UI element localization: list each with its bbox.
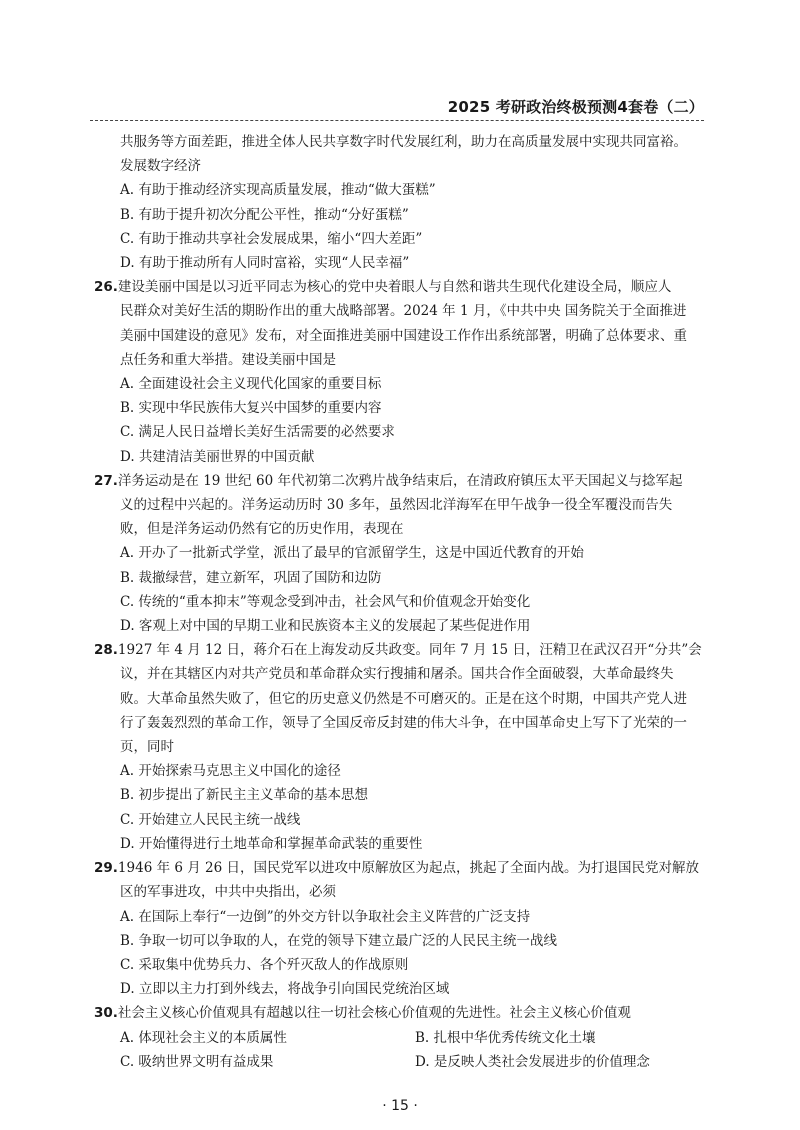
question-stem-first-line — [94, 638, 710, 662]
header-divider — [90, 120, 704, 121]
option-c: C. 吸纳世界文明有益成果 — [120, 1053, 274, 1070]
stem-line: 区的军事进攻，中共中央指出，必须 — [120, 884, 336, 901]
stem-line: 行了轰轰烈烈的革命工作，领导了全国反帝反封建的伟大斗争，在中国革命史上写下了光荣的一 — [120, 714, 687, 731]
option-a: A. 在国际上奉行“一边倒”的外交方针以争取社会主义阵营的广泛支持 — [120, 908, 531, 925]
question-number: 26. — [94, 279, 118, 296]
option-c: C. 传统的“重本抑末”等观念受到冲击，社会风气和价值观念开始变化 — [120, 593, 531, 610]
question-stem-first-line — [94, 856, 710, 880]
question-stem-first-line — [94, 1001, 710, 1025]
stem-line: 页，同时 — [120, 739, 174, 756]
question-number: 27. — [94, 472, 118, 489]
option-a: A. 有助于推动经济实现高质量发展，推动“做大蛋糕” — [120, 182, 436, 199]
option-d: D. 共建清洁美丽世界的中国贡献 — [120, 448, 315, 465]
question-29 — [94, 856, 710, 1001]
option-b: B. 裁撤绿营，建立新军，巩固了国防和边防 — [120, 569, 382, 586]
question-25-continued — [94, 130, 710, 275]
stem-line: 败。大革命虽然失败了，但它的历史意义仍然是不可磨灭的。正是在这个时期，中国共产党人进 — [120, 690, 687, 707]
question-26 — [94, 275, 710, 469]
option-c: C. 开始建立人民民主统一战线 — [120, 811, 301, 828]
stem-line: 共服务等方面差距，推进全体人民共享数字时代发展红利，助力在高质量发展中实现共同富裕。 — [120, 134, 687, 150]
stem-text: 1946 年 6 月 26 日，国民党军以进攻中原解放区为起点，挑起了全面内战。为打退国民党对解放 — [117, 860, 700, 877]
option-c: C. 满足人民日益增长美好生活需要的必然要求 — [120, 424, 395, 441]
question-27 — [94, 469, 710, 638]
stem-line: 发展数字经济 — [120, 158, 201, 175]
option-d: D. 有助于推动所有人同时富裕，实现“人民幸福” — [120, 255, 410, 272]
stem-line: 议，并在其辖区内对共产党员和革命群众实行搜捕和屠杀。国共合作全面破裂，大革命最终失 — [120, 666, 674, 683]
header-title: 2025 考研政治终极预测4套卷（二） — [447, 98, 704, 116]
stem-line: 点任务和重大举措。建设美丽中国是 — [120, 351, 336, 368]
option-b: B. 扎根中华优秀传统文化土壤 — [415, 1029, 596, 1046]
option-a: A. 体现社会主义的本质属性 — [120, 1029, 287, 1046]
stem-text: 1927 年 4 月 12 日，蒋介石在上海发动反共政变。同年 7 月 15 日，汪精卫在武汉召开“分共”会 — [117, 642, 702, 659]
option-c: C. 采取集中优势兵力、各个歼灭敌人的作战原则 — [120, 956, 409, 973]
stem-text: 建设美丽中国是以习近平同志为核心的党中央着眼人与自然和谐共生现代化建设全局，顺应人 — [117, 279, 672, 296]
option-d: D. 客观上对中国的早期工业和民族资本主义的发展起了某些促进作用 — [120, 618, 531, 635]
question-28 — [94, 638, 710, 856]
question-number: 30. — [94, 1005, 118, 1022]
option-b: B. 争取一切可以争取的人，在党的领导下建立最广泛的人民民主统一战线 — [120, 932, 558, 949]
options-row — [94, 1050, 710, 1074]
stem-line: 义的过程中兴起的。洋务运动历时 30 多年，虽然因北洋海军在甲午战争一役全军覆没而告失 — [120, 497, 673, 514]
question-number: 29. — [94, 860, 118, 877]
option-d: D. 立即以主力打到外线去，将战争引向国民党统治区域 — [120, 981, 450, 998]
option-c: C. 有助于推动共享社会发展成果，缩小“四大差距” — [120, 230, 423, 247]
question-30 — [94, 1001, 710, 1074]
question-stem-first-line — [94, 275, 710, 299]
stem-line: 美丽中国建设的意见》发布，对全面推进美丽中国建设工作作出系统部署，明确了总体要求、重 — [120, 327, 687, 344]
page-header — [90, 96, 704, 122]
question-stem-first-line — [94, 469, 710, 493]
options-row — [94, 1026, 710, 1050]
stem-line: 民群众对美好生活的期盼作出的重大战略部署。2024 年 1 月，《中共中央 国务院关于全面推进 — [120, 303, 687, 320]
option-a: A. 开办了一批新式学堂，派出了最早的官派留学生，这是中国近代教育的开始 — [120, 545, 584, 562]
option-a: A. 开始探索马克思主义中国化的途径 — [120, 763, 341, 780]
option-a: A. 全面建设社会主义现代化国家的重要目标 — [120, 376, 382, 393]
stem-text: 社会主义核心价值观具有超越以往一切社会核心价值观的先进性。社会主义核心价值观 — [117, 1005, 631, 1022]
question-content — [94, 130, 710, 1074]
stem-line: 败，但是洋务运动仍然有它的历史作用，表现在 — [120, 521, 404, 538]
option-b: B. 有助于提升初次分配公平性，推动“分好蛋糕” — [120, 206, 409, 223]
page-number: · 15 · — [382, 1098, 418, 1114]
stem-text: 洋务运动是在 19 世纪 60 年代初第二次鸦片战争结束后，在清政府镇压太平天国起义与捻军起 — [117, 472, 683, 489]
option-d: D. 开始懂得进行土地革命和掌握革命武装的重要性 — [120, 835, 423, 852]
option-b: B. 实现中华民族伟大复兴中国梦的重要内容 — [120, 400, 382, 417]
option-b: B. 初步提出了新民主主义革命的基本思想 — [120, 787, 369, 804]
question-number: 28. — [94, 642, 118, 659]
option-d: D. 是反映人类社会发展进步的价值理念 — [415, 1053, 650, 1070]
